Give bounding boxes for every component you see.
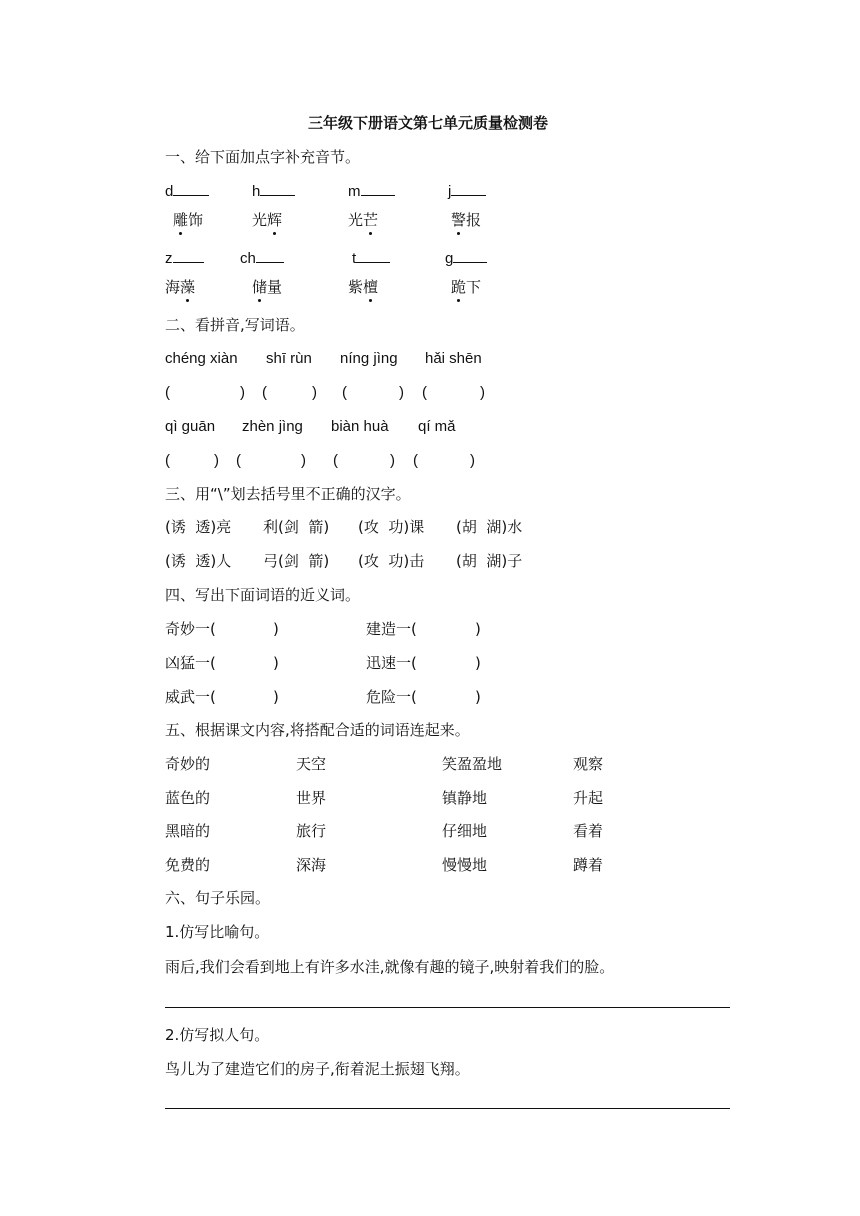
dotted-word: 紫檀 — [348, 278, 379, 296]
choice-item[interactable]: (诱 透)人 — [165, 552, 232, 570]
answer-paren-open[interactable]: ( — [342, 384, 347, 401]
dotted-word: 储量 — [252, 278, 283, 296]
synonym-prompt[interactable]: 威武一( — [165, 688, 216, 706]
choice-item[interactable]: (攻 功)课 — [358, 518, 425, 536]
choice-item[interactable]: 利(剑 箭) — [263, 518, 330, 536]
match-word[interactable]: 升起 — [573, 789, 604, 807]
answer-paren-close: ) — [480, 384, 485, 401]
answer-line[interactable] — [165, 1108, 730, 1109]
answer-paren-open[interactable]: ( — [236, 452, 241, 469]
answer-paren-close: ) — [390, 452, 395, 469]
synonym-prompt[interactable]: 凶猛一( — [165, 654, 216, 672]
match-word[interactable]: 奇妙的 — [165, 755, 211, 773]
pinyin: shī rùn — [266, 350, 312, 367]
choice-item[interactable]: 弓(剑 箭) — [263, 552, 330, 570]
choice-item[interactable]: (胡 湖)水 — [456, 518, 523, 536]
pinyin: biàn huà — [331, 418, 389, 435]
dotted-word: 光辉 — [252, 211, 283, 229]
section-3-heading: 三、用“\”划去括号里不正确的汉字。 — [165, 485, 411, 503]
match-word[interactable]: 旅行 — [296, 822, 327, 840]
section-2-heading: 二、看拼音,写词语。 — [165, 316, 305, 334]
match-word[interactable]: 深海 — [296, 856, 327, 874]
question-2-label: 2.仿写拟人句。 — [165, 1026, 270, 1044]
dotted-word: 跪下 — [451, 278, 482, 296]
match-word[interactable]: 黑暗的 — [165, 822, 211, 840]
match-word[interactable]: 看着 — [573, 822, 604, 840]
match-word[interactable]: 慢慢地 — [442, 856, 488, 874]
pinyin: qí mǎ — [418, 418, 456, 435]
pinyin: hǎi shēn — [425, 350, 482, 367]
initial-blank[interactable]: g — [445, 248, 487, 269]
initial-blank[interactable]: z — [165, 248, 204, 269]
answer-paren-close: ) — [214, 452, 219, 469]
synonym-prompt[interactable]: 建造一( — [366, 620, 417, 638]
question-1-example: 雨后,我们会看到地上有许多水洼,就像有趣的镜子,映射着我们的脸。 — [165, 958, 615, 976]
initial-blank[interactable]: h — [252, 181, 295, 202]
answer-paren-open[interactable]: ( — [422, 384, 427, 401]
answer-paren-open[interactable]: ( — [262, 384, 267, 401]
dotted-word: 警报 — [451, 211, 482, 229]
synonym-close: ) — [475, 654, 481, 672]
synonym-prompt[interactable]: 迅速一( — [366, 654, 417, 672]
section-6-heading: 六、句子乐园。 — [165, 889, 271, 907]
pinyin: níng jìng — [340, 350, 398, 367]
choice-item[interactable]: (诱 透)亮 — [165, 518, 232, 536]
dotted-word: 雕饰 — [173, 211, 204, 229]
match-word[interactable]: 蹲着 — [573, 856, 604, 874]
section-1-heading: 一、给下面加点字补充音节。 — [165, 148, 361, 166]
choice-item[interactable]: (胡 湖)子 — [456, 552, 523, 570]
answer-paren-open[interactable]: ( — [333, 452, 338, 469]
synonym-close: ) — [475, 688, 481, 706]
answer-paren-close: ) — [470, 452, 475, 469]
dotted-word: 海藻 — [165, 278, 196, 296]
page-title: 三年级下册语文第七单元质量检测卷 — [308, 114, 549, 132]
match-word[interactable]: 免费的 — [165, 856, 211, 874]
match-word[interactable]: 镇静地 — [442, 789, 488, 807]
section-5-heading: 五、根据课文内容,将搭配合适的词语连起来。 — [165, 721, 470, 739]
answer-paren-close: ) — [312, 384, 317, 401]
match-word[interactable]: 天空 — [296, 755, 327, 773]
synonym-close: ) — [273, 688, 279, 706]
question-2-example: 鸟儿为了建造它们的房子,衔着泥土振翅飞翔。 — [165, 1060, 470, 1078]
match-word[interactable]: 观察 — [573, 755, 604, 773]
initial-blank[interactable]: ch — [240, 248, 284, 269]
answer-paren-open[interactable]: ( — [165, 452, 170, 469]
section-4-heading: 四、写出下面词语的近义词。 — [165, 586, 361, 604]
question-1-label: 1.仿写比喻句。 — [165, 923, 270, 941]
answer-paren-open[interactable]: ( — [165, 384, 170, 401]
initial-blank[interactable]: m — [348, 181, 395, 202]
dotted-word: 光芒 — [348, 211, 379, 229]
initial-blank[interactable]: j — [448, 181, 486, 202]
match-word[interactable]: 仔细地 — [442, 822, 488, 840]
answer-paren-close: ) — [301, 452, 306, 469]
synonym-prompt[interactable]: 奇妙一( — [165, 620, 216, 638]
synonym-close: ) — [273, 620, 279, 638]
answer-line[interactable] — [165, 1007, 730, 1008]
pinyin: zhèn jìng — [242, 418, 303, 435]
choice-item[interactable]: (攻 功)击 — [358, 552, 425, 570]
initial-blank[interactable]: d — [165, 181, 209, 202]
synonym-prompt[interactable]: 危险一( — [366, 688, 417, 706]
answer-paren-open[interactable]: ( — [413, 452, 418, 469]
initial-blank[interactable]: t — [352, 248, 390, 269]
match-word[interactable]: 笑盈盈地 — [442, 755, 503, 773]
answer-paren-close: ) — [240, 384, 245, 401]
match-word[interactable]: 世界 — [296, 789, 327, 807]
answer-paren-close: ) — [399, 384, 404, 401]
pinyin: qì guān — [165, 418, 216, 435]
pinyin: chéng xiàn — [165, 350, 238, 367]
synonym-close: ) — [273, 654, 279, 672]
synonym-close: ) — [475, 620, 481, 638]
match-word[interactable]: 蓝色的 — [165, 789, 211, 807]
